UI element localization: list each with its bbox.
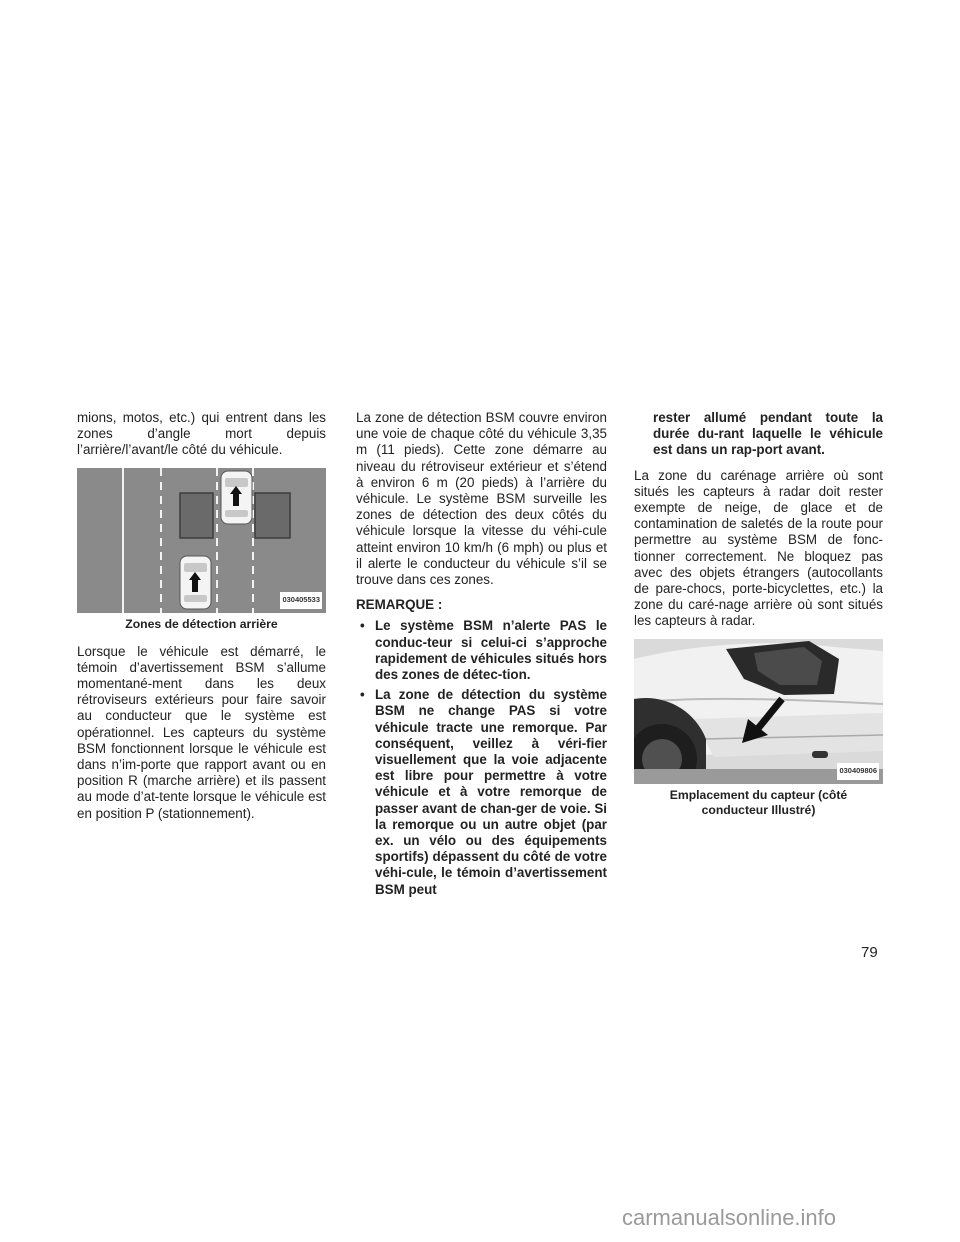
column-left bbox=[77, 410, 326, 831]
figure-code: 030409806 bbox=[837, 763, 879, 779]
column-middle bbox=[356, 410, 607, 902]
paragraph-intro-continued: mions, motos, etc.) qui entrent dans les zones d’angle mort depuis l’arrière/l’avant/le côté du véhicule. bbox=[77, 410, 326, 458]
bullet-continuation: rester allumé pendant toute la durée du-rant laquelle le véhicule est dans un rap-port avant. bbox=[653, 410, 883, 458]
paragraph-detection-zone: La zone de détection BSM couvre environ une voie de chaque côté du véhicule 3,35 m (11 pieds). Cette zone démarre au niveau du rétroviseur extérieur et s’étend à environ 6 m (20 pieds) à l’arrière du véhicule. Le système BSM surveille les zones de détection des deux côtés du véhicule lorsque la vitesse du véhi-cule atteint environ 10 km/h (6 mph) ou plus et il alerte le conducteur du véhicule s’il se trouve dans ces zones. bbox=[356, 410, 607, 588]
figure-code: 030405533 bbox=[280, 592, 322, 608]
figure-caption: Emplacement du capteur (côté conducteur Illustré) bbox=[669, 787, 848, 817]
sensor-location-photo bbox=[634, 639, 883, 784]
note-heading: REMARQUE : bbox=[356, 597, 443, 613]
watermark-text: carmanualsonline.info bbox=[622, 1205, 837, 1230]
paragraph-bsm-startup: Lorsque le véhicule est démarré, le témoin d’avertissement BSM s’allume momentané-ment dans les deux rétroviseurs extérieurs pour faire savoir au conducteur que le système est opérationnel. Les capteurs du système BSM fonctionnent lorsque le véhicule est dans n’im-porte que rapport avant ou en position R (marche arrière) et ils passent au mode d’at-tente lorsque le véhicule est en position P (stationnement). bbox=[77, 643, 326, 821]
column-right bbox=[634, 410, 883, 830]
figure-rear-detection-zones bbox=[77, 468, 326, 613]
bullet-mark: • bbox=[360, 618, 365, 634]
note-bullet-list bbox=[356, 618, 607, 897]
page-number: 79 bbox=[861, 944, 878, 961]
list-item: • La zone de détection du système BSM ne change PAS si votre véhicule tracte une remorque. Par conséquent, veillez à véri-fier visuellement que la voie adjacente est libre pour permettre à votre véhicule et à votre remorque de passer avant de chan-ger de voie. Si la remorque ou un autre objet (par ex. un vélo ou des équipements sportifs) dépassent du côté de votre véhi-cule, le témoin d’avertissement BSM peut bbox=[360, 687, 607, 897]
figure-caption: Zones de détection arrière bbox=[125, 616, 278, 631]
rear-detection-zones-illustration bbox=[77, 468, 326, 613]
paragraph-sensor-area: La zone du carénage arrière où sont situés les capteurs à radar doit rester exempte de neige, de glace et de contamination de saletés de la route pour permettre au système BSM de fonc-tionner correctement. Ne bloquez pas avec des objets étrangers (autocollants de pare-chocs, porte-bicyclettes, etc.) la zone du caré-nage arrière où sont situés les capteurs à radar. bbox=[634, 467, 883, 629]
bullet-mark: • bbox=[360, 687, 365, 703]
list-item: • Le système BSM n’alerte PAS le conduc-teur si celui-ci s’approche rapidement de véhicules situés hors des zones de détec-tion. bbox=[360, 618, 607, 683]
figure-sensor-location bbox=[634, 639, 883, 784]
